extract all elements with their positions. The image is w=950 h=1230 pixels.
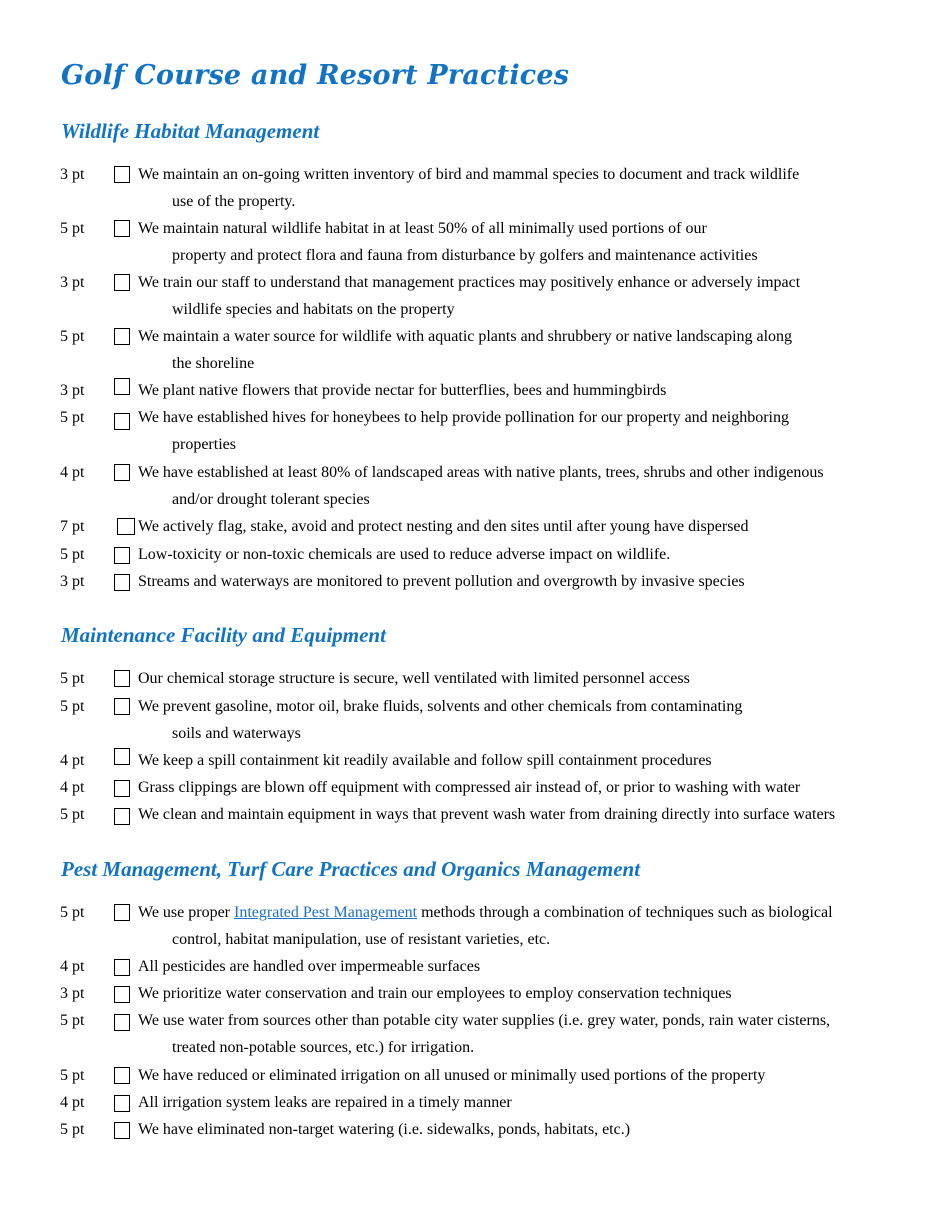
checkbox[interactable] (114, 1014, 130, 1031)
points-label: 5 pt (60, 904, 85, 921)
checkbox[interactable] (114, 698, 130, 715)
checkbox[interactable] (114, 1122, 130, 1139)
item-text (138, 899, 948, 926)
checkbox[interactable] (114, 1067, 130, 1084)
points-label: 4 pt (60, 958, 85, 975)
checkbox[interactable] (114, 547, 130, 564)
item-text: We actively flag, stake, avoid and protect nesting and den sites until after young have dispersed (138, 518, 749, 535)
item-text: All irrigation system leaks are repaired in a timely manner (138, 1094, 512, 1111)
item-text-continued: property and protect flora and fauna from disturbance by golfers and maintenance activities (172, 247, 758, 264)
checkbox[interactable] (114, 1095, 130, 1112)
checkbox[interactable] (114, 166, 130, 183)
checkbox[interactable] (114, 378, 130, 395)
points-label: 3 pt (60, 166, 85, 183)
checkbox[interactable] (114, 574, 130, 591)
page-title: Golf Course and Resort Practices (61, 60, 570, 91)
points-label: 5 pt (60, 806, 85, 823)
item-text-continued: treated non-potable sources, etc.) for irrigation. (172, 1039, 475, 1056)
section-heading-maintenance: Maintenance Facility and Equipment (61, 623, 386, 647)
checkbox[interactable] (114, 464, 130, 481)
points-label: 3 pt (60, 382, 85, 399)
points-label: 5 pt (60, 220, 85, 237)
item-text-continued: control, habitat manipulation, use of resistant varieties, etc. (172, 931, 551, 948)
points-label: 7 pt (60, 518, 85, 535)
item-text: We train our staff to understand that management practices may positively enhance or adversely impact (138, 274, 801, 291)
item-text: We maintain an on-going written inventory of bird and mammal species to document and track wildlife (138, 166, 800, 183)
points-label: 4 pt (60, 752, 85, 769)
checkbox[interactable] (114, 959, 130, 976)
points-label: 5 pt (60, 698, 85, 715)
item-text-continued: wildlife species and habitats on the property (172, 301, 455, 318)
points-label: 3 pt (60, 573, 85, 590)
points-label: 5 pt (60, 670, 85, 687)
item-text-continued: soils and waterways (172, 725, 301, 742)
item-text-continued: properties (172, 436, 236, 453)
item-text: We have eliminated non-target watering (i.e. sidewalks, ponds, habitats, etc.) (138, 1121, 631, 1138)
item-text: Our chemical storage structure is secure, well ventilated with limited personnel access (138, 670, 690, 687)
checkbox[interactable] (114, 780, 130, 797)
item-text: We prioritize water conservation and train our employees to employ conservation techniques (138, 985, 732, 1002)
item-text: We have established hives for honeybees to help provide pollination for our property and neighboring (138, 409, 789, 426)
item-text: We keep a spill containment kit readily available and follow spill containment procedures (138, 752, 712, 769)
item-text: We maintain natural wildlife habitat in at least 50% of all minimally used portions of our (138, 220, 707, 237)
item-text: We plant native flowers that provide nectar for butterflies, bees and hummingbirds (138, 382, 667, 399)
item-text: We maintain a water source for wildlife with aquatic plants and shrubbery or native landscaping along (138, 328, 793, 345)
points-label: 5 pt (60, 1067, 85, 1084)
checkbox[interactable] (114, 328, 130, 345)
item-text: Grass clippings are blown off equipment with compressed air instead of, or prior to washing with water (138, 779, 801, 796)
item-text: Streams and waterways are monitored to prevent pollution and overgrowth by invasive species (138, 573, 745, 590)
checkbox[interactable] (114, 808, 130, 825)
item-text-continued: the shoreline (172, 355, 255, 372)
item-text-continued: use of the property. (172, 193, 296, 210)
item-text: We have reduced or eliminated irrigation on all unused or minimally used portions of the property (138, 1067, 766, 1084)
item-text: We clean and maintain equipment in ways that prevent wash water from draining directly into surface waters (138, 806, 836, 823)
checkbox[interactable] (114, 986, 130, 1003)
item-text: We have established at least 80% of landscaped areas with native plants, trees, shrubs and other indigenous (138, 464, 824, 481)
item-text: Low-toxicity or non-toxic chemicals are used to reduce adverse impact on wildlife. (138, 546, 671, 563)
integrated-pest-management-link[interactable]: Integrated Pest Management (234, 904, 418, 921)
points-label: 3 pt (60, 274, 85, 291)
points-label: 5 pt (60, 1121, 85, 1138)
item-text: All pesticides are handled over impermeable surfaces (138, 958, 481, 975)
points-label: 4 pt (60, 464, 85, 481)
points-label: 4 pt (60, 1094, 85, 1111)
points-label: 5 pt (60, 546, 85, 563)
checkbox[interactable] (117, 518, 135, 535)
checkbox[interactable] (114, 220, 130, 237)
item-text: We prevent gasoline, motor oil, brake fluids, solvents and other chemicals from contaminating (138, 698, 743, 715)
points-label: 5 pt (60, 328, 85, 345)
item-text: We use water from sources other than potable city water supplies (i.e. grey water, ponds, rain water cisterns, (138, 1012, 831, 1029)
points-label: 5 pt (60, 1012, 85, 1029)
checkbox[interactable] (114, 413, 130, 430)
item-text-part: We use proper (138, 904, 235, 921)
section-heading-pest-management: Pest Management, Turf Care Practices and Organics Management (61, 857, 641, 881)
points-label: 5 pt (60, 409, 85, 426)
checkbox[interactable] (114, 904, 130, 921)
points-label: 4 pt (60, 779, 85, 796)
checkbox[interactable] (114, 670, 130, 687)
points-label: 3 pt (60, 985, 85, 1002)
item-text-part: methods through a combination of techniques such as biological (417, 904, 833, 921)
checkbox[interactable] (114, 274, 130, 291)
checkbox[interactable] (114, 748, 130, 765)
section-heading-wildlife: Wildlife Habitat Management (61, 119, 320, 143)
item-text-continued: and/or drought tolerant species (172, 491, 370, 508)
